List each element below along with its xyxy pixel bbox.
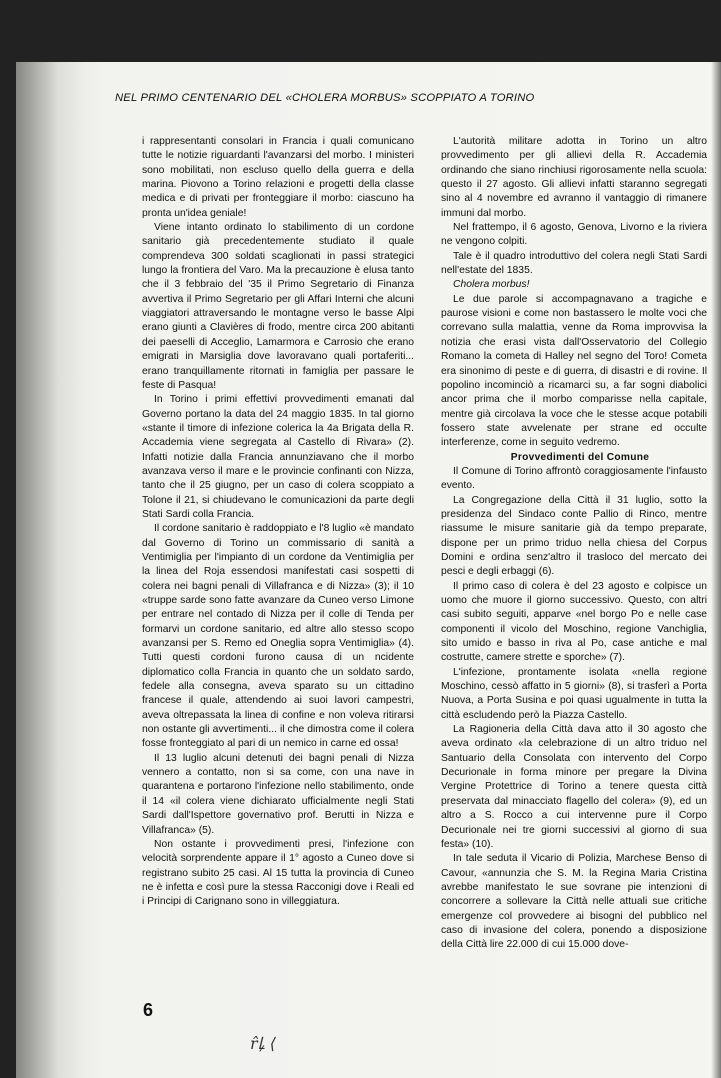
paragraph: L'infezione, prontamente isolata «nella regione Moschino, cessò affatto in 5 giorni» (8), si trasferì a Porta Nuova, a Porta Susina e poi quasi ugualmente in tutta la città escludendo però la Piazza Castello. xyxy=(441,666,707,721)
paragraph: La Congregazione della Città il 31 luglio, sotto la presidenza del Sindaco conte Pallio di Rinco, mentre riassume le misure sanitarie già da tempo preparate, dispone per un primo triduo nella chiesa del Corpus Domini e ordina senz'altro il trasloco del mercato dei pesci e degli erbaggi (6). xyxy=(441,494,707,578)
running-header: NEL PRIMO CENTENARIO DEL «CHOLERA MORBUS» SCOPPIATO A TORINO xyxy=(115,92,535,104)
paragraph: Viene intanto ordinato lo stabilimento di un cordone sanitario già precedentemente studiato il quale comprendeva 300 soldati scaglionati in passi strategici lungo la frontiera del Varo. Ma la precauzione è elusa tanto che il 3 febbraio del '35 il Primo Segretario di Finanza avvertiva il Primo Segretario per gli Affari Interni che alcuni viaggiatori attraversando le montagne verso le basse Alpi erano giunti a Clavières di frodo, mentre circa 200 abitanti dei paeselli di Acceglio, Lamarmora e Carrosio che erano emigrati in Marsiglia dove lavoravano quali portaferiti... erano tranquillamente ritornati in famiglia per passare le feste di Pasqua! xyxy=(142,222,414,391)
handwritten-mark: r̂ꝲ ⟨ xyxy=(250,1034,276,1053)
page-number: 6 xyxy=(143,1000,154,1020)
paragraph: L'autorità militare adotta in Torino un altro provvedimento per gli allievi della R. Accademia ordinando che siano rinchiusi rigorosamente nella scuola: questo il 27 agosto. Gli allievi infatti staranno segregati sino al 4 novembre ed avranno il vantaggio di rimanere immuni dal morbo. xyxy=(441,136,707,219)
left-column xyxy=(142,135,414,910)
page-binding-shadow xyxy=(16,62,86,1078)
right-column xyxy=(441,135,707,953)
paragraph: Il cordone sanitario è raddoppiato e l'8 luglio «è mandato dal Governo di Torino un commissario di sanità a Ventimiglia per l'impianto di un cordone da Ventimiglia per la linea del Roja essendosi manifestati casi sospetti di colera nei bagni penali di Villafranca e di Nizza» (3); il 10 «truppe sarde sono fatte avanzare da Cuneo verso Limone per entrare nel contado di Nizza per il colle di Tenda per formarvi un cordone sanitario, ed altre allo stesso scopo avanzansi per S. Remo ed Oneglia sopra Ventimiglia» (4). Tutti questi cordoni furono causa di un ncidente diplomatico colla Francia in quanto che un soldato sardo, fedele alla consegna, aveva sparato su un cittadino francese il quale, attendendo ai suoi lavori campestri, aveva oltrepassata la linea di confine e non voleva ritirarsi non ostante gli avvertimenti... il che dimostra come il colera fosse fronteggiato al pari di un nemico in carne ed ossa! xyxy=(142,523,414,750)
cholera-exclamation: Cholera morbus! xyxy=(453,279,530,291)
paragraph: Tale è il quadro introduttivo del colera negli Stati Sardi nell'estate del 1835. xyxy=(441,250,707,277)
paragraph: Nel frattempo, il 6 agosto, Genova, Livorno e la riviera ne vengono colpiti. xyxy=(441,222,707,248)
paragraph: In tale seduta il Vicario di Polizia, Marchese Benso di Cavour, «annunzia che S. M. la Regina Maria Cristina avrebbe manifestato le sue sovrane pie intenzioni di concorrere a sollevare la Città nelle attuali sue critiche emergenze col provvedere ai bisogni del pubblico nel caso di invasione del colera, ponendo a disposizione della Città lire 22.000 di cui 15.000 dove- xyxy=(441,853,707,951)
paragraph: Non ostante i provvedimenti presi, l'infezione con velocità sorprendente appare il 1° agosto a Cuneo dove si registrano subito 25 casi. Al 15 tutta la provincia di Cuneo ne è infetta e così pure la stessa Racconigi dove i Reali ed i Principi di Carignano sono in villeggiatura. xyxy=(142,838,414,908)
paragraph: In Torino i primi effettivi provvedimenti emanati dal Governo portano la data del 24 maggio 1835. In tal giorno «stante il timore di infezione colerica la 4a Brigata della R. Accademia viene segregata al Castello di Rivara» (2). Infatti notizie dalla Francia annunziavano che il morbo avanzava verso il mare e le provincie confinanti con Nizza, tanto che il 25 giugno, per un caso di colera scoppiato a Tolone il 21, si chiudevano le comunicazioni da parte degli Stati Sardi colla Francia. xyxy=(142,394,414,520)
paragraph: i rappresentanti consolari in Francia i quali comunicano tutte le notizie riguardanti l'avanzarsi del morbo. I ministeri sono mobilitati, non escluso quello della guerra e della marina. Piovono a Torino relazioni e progetti della classe medica e di privati per fronteggiare il morbo: ciascuno ha pronta un'idea geniale! xyxy=(142,136,414,219)
section-subheading: Provvedimenti del Comune xyxy=(510,451,650,463)
paragraph: Il Comune di Torino affrontò coraggiosamente l'infausto evento. xyxy=(441,465,707,492)
paragraph: Il 13 luglio alcuni detenuti dei bagni penali di Nizza vennero a contatto, non si sa come, con una nave in quarantena e portarono l'infezione nello stabilimento, onde il 14 «il colera viene dichiarato ufficialmente negli Stati Sardi dall'Ispettore governativo prof. Berutti in Nizza e Villafranca» (5). xyxy=(142,752,414,836)
paragraph: Le due parole si accompagnavano a tragiche e paurose visioni e come non bastassero le molte voci che correvano sulla malattia, venne da Roma improvvisa la notizia che erasi vista dall'Osservatorio del Collegio Romano la cometa di Halley nel segno del Toro! Cometa era sinonimo di peste e di guerra, di disastri e di rovine. Il popolino incominciò a ricamarci su, a far sogni diabolici ancor prima che il morbo comparisse nella capitale, mentre già circolava la voce che le stesse acque potabili fossero state avvelenate per strane ed occulte interferenze, come in seguito vedremo. xyxy=(441,293,707,449)
paragraph: La Ragioneria della Città dava atto il 30 agosto che aveva ordinato «la celebrazione di un altro triduo nel Santuario della Consolata con intervento del Corpo Decurionale in forma minore per pregare la Divina Vergine Protettrice di Torino a tenere questa città preservata dal minacciato flagello del colera» (9), ed un altro a S. Rocco a cui intervenne pure il Corpo Decurionale nei tre giorni successivi al giorno di sua festa» (10). xyxy=(441,724,707,850)
paragraph: Il primo caso di colera è del 23 agosto e colpisce un uomo che muore il giorno successivo. Questo, con altri casi subito seguiti, apparve «nel borgo Po e nelle case componenti il vicolo del Moschino, regione Vanchiglia, sito umido e basso in riva al Po, case antiche e mal costrutte, camere strette e sporche» (7). xyxy=(441,580,707,664)
page-edge-shadow xyxy=(711,62,721,1078)
